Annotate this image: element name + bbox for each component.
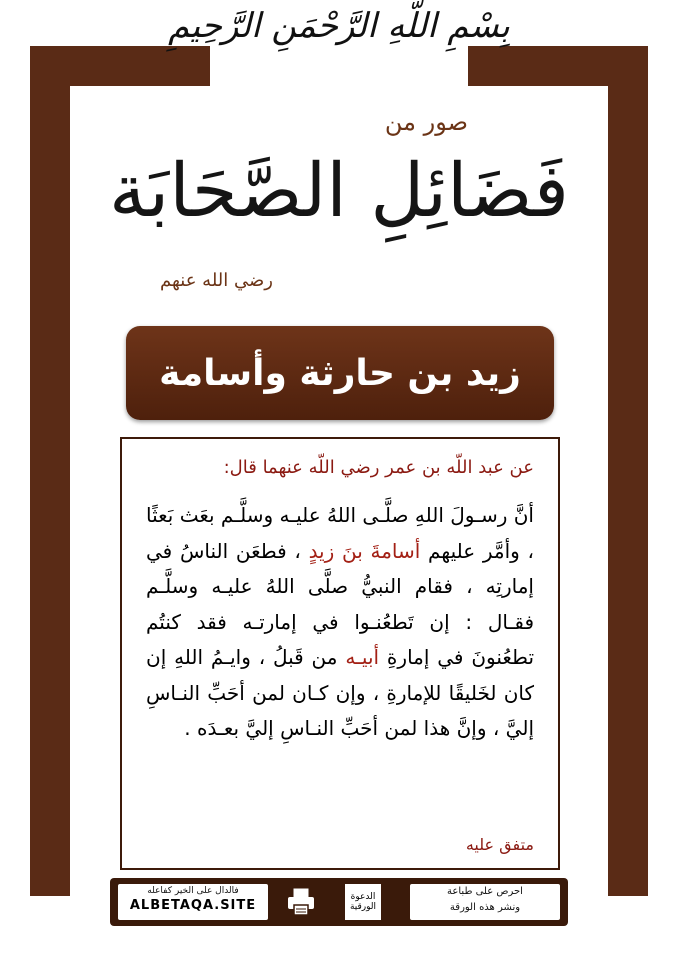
basmala: بِسْمِ اللَّهِ الرَّحْمَنِ الرَّحِيمِ <box>168 6 510 46</box>
footer-left-small: فالدال على الخير كفاعله <box>147 886 239 896</box>
header-small-title: صور من <box>384 108 468 136</box>
hadith-source: متفق عليه <box>465 835 534 854</box>
hadith-part3: من قَبلُ ، وايـمُ اللهِ إن كان لخَليقًا للإمارةِ ، وإن كـان لمن أحَبِّ النـاسِ إليَّ ، وإنَّ هذا لمن أحَبِّ النـاسِ إليَّ بعـدَه . <box>146 645 534 740</box>
footer-right-line2: ونشر هذه الورقة <box>449 902 521 913</box>
footer-site-link[interactable]: ALBETAQA.SITE <box>129 898 257 913</box>
hadith-highlight-father: أبيـه <box>345 645 380 669</box>
narrator-line: عن عبد اللّه بن عمر رضي اللّه عنهما قال: <box>223 457 534 478</box>
hadith-part1: أنَّ رسـولَ اللهِ صلَّـى اللهُ عليـه وسلَّـم بعَث بَعثًا ، وأمَّر عليهم <box>146 503 535 563</box>
hadith-text <box>146 498 534 747</box>
hadith-highlight-osama: أسامةَ بنَ زيدٍ <box>308 538 421 563</box>
header-sub-title: رضي الله عنهم <box>160 270 273 291</box>
footer-bar <box>110 878 568 926</box>
frame-top-right <box>468 46 648 86</box>
footer-right-line1: احرص على طباعة <box>447 886 523 897</box>
title-bar <box>126 326 554 420</box>
hadith-part2: ، فطعَن الناسُ في إمارتِه ، فقام النبيُّ صلَّى اللهُ عليـه وسلَّـم فقـال : إن تَطعُنـوا في إمارتـه فقد كنتُم تطعُنونَ في إمارةِ <box>146 538 535 669</box>
content-box <box>120 437 560 870</box>
footer-print-note <box>410 884 560 920</box>
footer-site-box <box>118 884 268 920</box>
header-main-title: فَضَائِلِ الصَّحَابَة <box>108 148 570 234</box>
dawa-logo: الدعوة الورقية <box>345 884 381 920</box>
frame-top-left <box>30 46 210 86</box>
printer-icon <box>285 886 317 918</box>
title-text: زيد بن حارثة وأسامة <box>159 352 521 394</box>
